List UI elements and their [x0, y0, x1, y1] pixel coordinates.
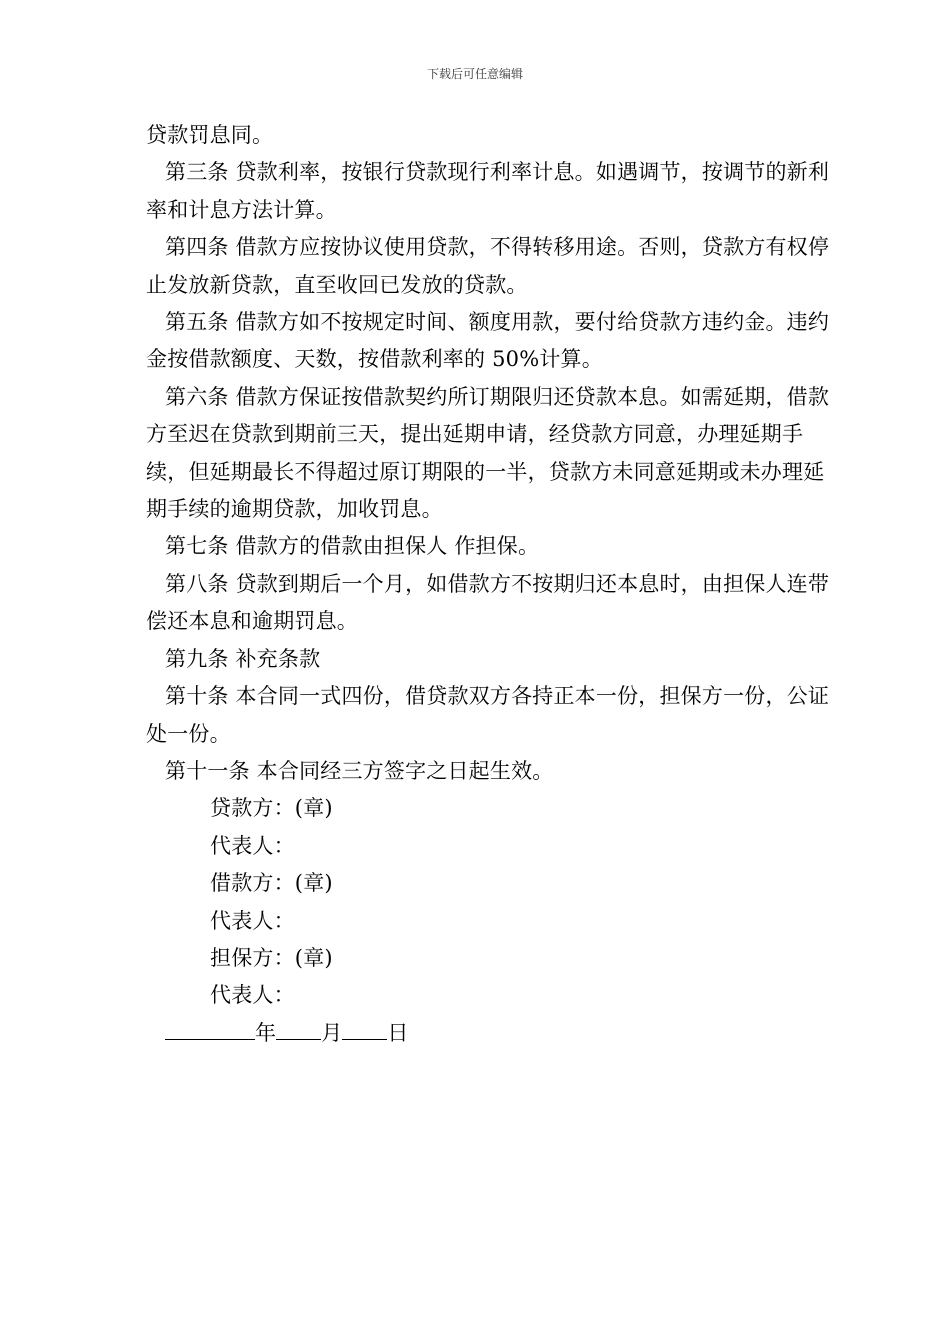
lender-signature: 贷款方：(章) — [210, 796, 333, 821]
article-3: 第三条 贷款利率，按银行贷款现行利率计息。如遇调节，按调节的新利率和计息方法计算。 — [146, 160, 830, 222]
guarantor-representative: 代表人： — [210, 983, 295, 1008]
day-blank[interactable] — [342, 1017, 387, 1040]
guarantor-signature: 担保方：(章) — [210, 945, 333, 970]
lender-representative: 代表人： — [210, 833, 295, 858]
page-header: 下载后可任意编辑 — [426, 67, 523, 81]
article-4: 第四条 借款方应按协议使用贷款，不得转移用途。否则，贷款方有权停止发放新贷款，直至收回已发放的贷款。 — [146, 235, 830, 297]
borrower-signature: 借款方：(章) — [210, 871, 333, 896]
year-label: 年 — [255, 1020, 277, 1045]
contract-body — [146, 117, 830, 1052]
day-label: 日 — [387, 1020, 409, 1045]
date-line — [146, 1015, 830, 1052]
month-blank[interactable] — [276, 1017, 321, 1040]
paragraph-continuation: 贷款罚息同。 — [146, 123, 274, 147]
article-7: 第七条 借款方的借款由担保人 作担保。 — [165, 534, 540, 559]
article-8: 第八条 贷款到期后一个月，如借款方不按期归还本息时，由担保人连带偿还本息和逾期罚息。 — [146, 571, 830, 634]
article-9: 第九条 补充条款 — [165, 646, 321, 671]
month-label: 月 — [321, 1020, 343, 1045]
article-10: 第十条 本合同一式四份，借贷款双方各持正本一份，担保方一份，公证处一份。 — [146, 684, 830, 746]
year-blank[interactable] — [165, 1017, 255, 1040]
article-11: 第十一条 本合同经三方签字之日起生效。 — [165, 758, 554, 783]
article-5: 第五条 借款方如不按规定时间、额度用款，要付给贷款方违约金。违约金按借款额度、天数，按借款利率的 50%计算。 — [146, 310, 830, 372]
borrower-representative: 代表人： — [210, 908, 295, 933]
article-6: 第六条 借款方保证按借款契约所订期限归还贷款本息。如需延期，借款方至迟在贷款到期前三天，提出延期申请，经贷款方同意，办理延期手续，但延期最长不得超过原订期限的一半，贷款方未同意延期或未办理延期手续的逾期贷款，加收罚息。 — [146, 384, 830, 522]
